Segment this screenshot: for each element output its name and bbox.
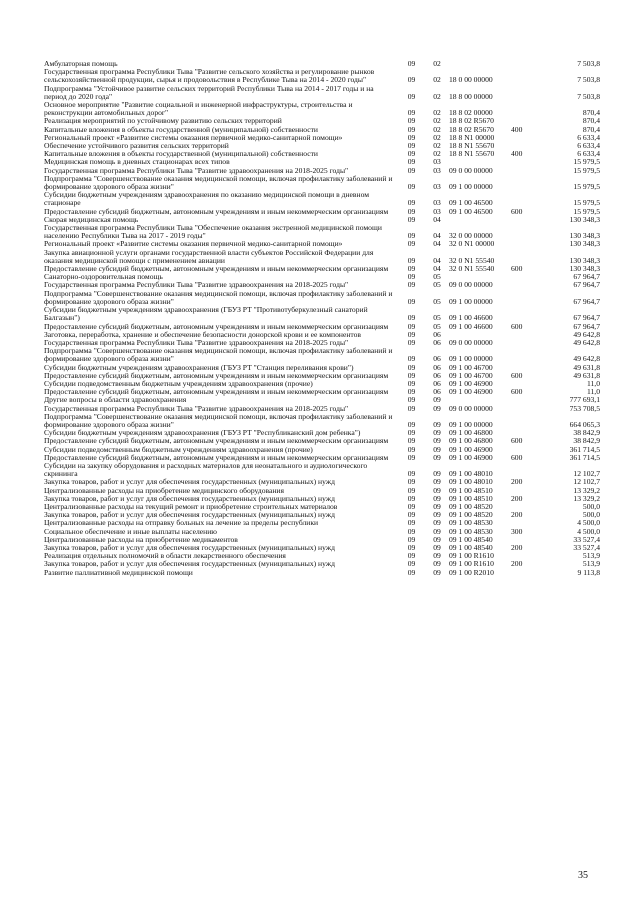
row-amount: 130 348,3 <box>569 239 600 249</box>
row-amount: 513,9 <box>582 551 600 561</box>
row-expense-type: 200 <box>511 510 523 520</box>
row-amount: 6 633,4 <box>577 132 600 142</box>
row-expense-type: 300 <box>511 526 523 536</box>
row-section: 09 <box>407 452 416 462</box>
row-expense-type: 200 <box>511 477 523 487</box>
row-section: 09 <box>407 436 416 446</box>
row-subsection: 03 <box>433 157 441 167</box>
row-name: Скорая медицинская помощь <box>44 214 139 224</box>
row-target-code: 09 1 00 00000 <box>449 354 493 364</box>
row-section: 09 <box>407 428 416 438</box>
row-section: 09 <box>407 165 416 175</box>
row-amount: 130 348,3 <box>569 231 600 241</box>
row-subsection: 06 <box>433 387 441 397</box>
row-name: Реализация отдельных полномочий в области лекарственного обеспечения <box>44 551 286 561</box>
row-name: Государственная программа Республики Тыва "Обеспечение оказания экстренной медицинской помощи населению Республики Тыва на 2017 - 2019 годы" <box>44 223 382 241</box>
row-amount: 15 979,5 <box>573 198 600 208</box>
row-expense-type: 600 <box>511 387 523 397</box>
row-subsection: 09 <box>433 477 441 487</box>
row-section: 09 <box>407 518 416 528</box>
row-target-code: 09 1 00 46700 <box>449 362 493 372</box>
table-row <box>44 347 600 363</box>
row-name: Социальное обеспечение и иные выплаты населению <box>44 526 217 536</box>
row-target-code: 32 0 00 00000 <box>449 231 493 241</box>
row-subsection: 09 <box>433 485 441 495</box>
row-section: 09 <box>407 255 416 265</box>
row-amount: 7 503,8 <box>577 59 600 68</box>
row-subsection: 09 <box>433 518 441 528</box>
table-row <box>44 462 600 478</box>
row-subsection: 03 <box>433 165 441 175</box>
row-amount: 130 348,3 <box>569 214 600 224</box>
row-section: 09 <box>407 132 416 142</box>
row-target-code: 32 0 N1 55540 <box>449 255 495 265</box>
row-amount: 513,9 <box>582 559 600 569</box>
row-name: Государственная программа Республики Тыва "Развитие здравоохранения на 2018-2025 годы" <box>44 337 349 347</box>
row-section: 09 <box>407 526 416 536</box>
row-section: 09 <box>407 141 416 151</box>
row-section: 09 <box>407 239 416 249</box>
row-name: Заготовка, переработка, хранение и обеспечение безопасности донорской крови и ее компонентов <box>44 329 361 339</box>
row-amount: 15 979,5 <box>573 206 600 216</box>
row-section: 09 <box>407 337 416 347</box>
row-amount: 67 964,7 <box>573 280 600 290</box>
row-section: 09 <box>407 296 416 306</box>
row-expense-type: 600 <box>511 321 523 331</box>
row-section: 09 <box>407 354 416 364</box>
row-expense-type: 400 <box>511 149 523 159</box>
row-target-code: 09 1 00 00000 <box>449 182 493 192</box>
row-amount: 870,4 <box>582 124 600 134</box>
row-target-code: 09 1 00 48540 <box>449 542 493 552</box>
row-name: Региональный проект «Развитие системы оказания первичной медико-санитарной помощи» <box>44 132 343 142</box>
row-section: 09 <box>407 91 416 101</box>
row-amount: 361 714,5 <box>569 444 600 454</box>
table-row <box>44 249 600 265</box>
row-section: 09 <box>407 419 416 429</box>
row-subsection: 05 <box>433 272 441 282</box>
row-section: 09 <box>407 444 416 454</box>
table-row <box>44 569 600 577</box>
row-amount: 4 500,0 <box>577 518 600 528</box>
row-section: 09 <box>407 198 416 208</box>
row-target-code: 09 1 00 48520 <box>449 501 493 511</box>
row-target-code: 09 1 00 R1610 <box>449 551 494 561</box>
row-amount: 6 633,4 <box>577 141 600 151</box>
row-section: 09 <box>407 149 416 159</box>
row-amount: 13 329,2 <box>573 485 600 495</box>
page-number: 35 <box>578 870 588 881</box>
row-name: Централизованные расходы на отправку больных на лечение за пределы республики <box>44 518 319 528</box>
row-section: 09 <box>407 362 416 372</box>
row-target-code: 09 1 00 46700 <box>449 370 493 380</box>
budget-table <box>44 60 600 577</box>
row-subsection: 03 <box>433 206 441 216</box>
row-section: 09 <box>407 124 416 134</box>
row-section: 09 <box>407 551 416 561</box>
row-name: Субсидии бюджетным учреждениям здравоохранения (ГБУЗ РТ "Республиканский дом ребенка") <box>44 428 361 438</box>
row-target-code: 32 0 N1 55540 <box>449 264 495 274</box>
row-section: 09 <box>407 329 416 339</box>
row-target-code: 09 1 00 46900 <box>449 452 493 462</box>
row-name: Государственная программа Республики Тыва "Развитие здравоохранения на 2018-2025 годы" <box>44 165 349 175</box>
row-target-code: 09 0 00 00000 <box>449 337 493 347</box>
row-section: 09 <box>407 157 416 167</box>
row-section: 09 <box>407 264 416 274</box>
row-subsection: 09 <box>433 428 441 438</box>
table-row <box>44 224 600 240</box>
row-amount: 33 527,4 <box>573 534 600 544</box>
row-section: 09 <box>407 214 416 224</box>
row-expense-type: 600 <box>511 206 523 216</box>
row-target-code: 18 8 02 00000 <box>449 108 493 118</box>
row-subsection: 02 <box>433 75 441 85</box>
row-name: Закупка авиационной услуги органами государственной власти субъектов Российской Федерации для оказания медицинской помощи с применением авиации <box>44 247 374 265</box>
row-target-code: 09 1 00 00000 <box>449 296 493 306</box>
row-subsection: 02 <box>433 124 441 134</box>
row-subsection: 06 <box>433 362 441 372</box>
row-target-code: 09 0 00 00000 <box>449 280 493 290</box>
row-section: 09 <box>407 108 416 118</box>
row-name: Капитальные вложения в объекты государственной (муниципальной) собственности <box>44 149 318 159</box>
row-amount: 38 842,9 <box>573 436 600 446</box>
row-target-code: 09 1 00 48510 <box>449 493 493 503</box>
row-target-code: 18 8 N1 00000 <box>449 132 495 142</box>
row-name: Подпрограмма "Совершенствование оказания медицинской помощи, включая профилактику заболеваний и формирование здорового образа жизни" <box>44 411 393 429</box>
row-expense-type: 600 <box>511 370 523 380</box>
row-subsection: 03 <box>433 182 441 192</box>
row-section: 09 <box>407 485 416 495</box>
row-name: Предоставление субсидий бюджетным, автономным учреждениям и иным некоммерческим организациям <box>44 321 389 331</box>
row-amount: 33 527,4 <box>573 542 600 552</box>
row-subsection: 09 <box>433 501 441 511</box>
row-name: Подпрограмма "Совершенствование оказания медицинской помощи, включая профилактику заболеваний и формирование здорового образа жизни" <box>44 346 393 364</box>
row-target-code: 09 1 00 48530 <box>449 518 493 528</box>
row-target-code: 09 1 00 R2010 <box>449 567 494 577</box>
row-expense-type: 200 <box>511 542 523 552</box>
row-amount: 777 693,1 <box>569 395 600 405</box>
row-amount: 7 503,8 <box>577 91 600 101</box>
row-amount: 15 979,5 <box>573 157 600 167</box>
row-name: Закупка товаров, работ и услуг для обеспечения государственных (муниципальных) нужд <box>44 542 335 552</box>
row-subsection: 02 <box>433 108 441 118</box>
row-subsection: 04 <box>433 239 441 249</box>
row-target-code: 09 1 00 46500 <box>449 198 493 208</box>
row-target-code: 09 0 00 00000 <box>449 403 493 413</box>
row-target-code: 09 0 00 00000 <box>449 165 493 175</box>
row-target-code: 18 8 00 00000 <box>449 91 493 101</box>
row-subsection: 02 <box>433 59 441 68</box>
row-amount: 49 642,8 <box>573 354 600 364</box>
row-section: 09 <box>407 403 416 413</box>
row-amount: 870,4 <box>582 116 600 126</box>
row-subsection: 02 <box>433 149 441 159</box>
row-name: Региональный проект «Развитие системы оказания первичной медико-санитарной помощи» <box>44 239 343 249</box>
row-amount: 12 102,7 <box>573 477 600 487</box>
row-section: 09 <box>407 75 416 85</box>
row-subsection: 09 <box>433 403 441 413</box>
row-subsection: 09 <box>433 534 441 544</box>
row-subsection: 04 <box>433 264 441 274</box>
row-subsection: 05 <box>433 321 441 331</box>
row-section: 09 <box>407 272 416 282</box>
row-section: 09 <box>407 231 416 241</box>
table-row <box>44 101 600 117</box>
row-name: Закупка товаров, работ и услуг для обеспечения государственных (муниципальных) нужд <box>44 477 335 487</box>
row-amount: 6 633,4 <box>577 149 600 159</box>
row-section: 09 <box>407 206 416 216</box>
row-subsection: 05 <box>433 313 441 323</box>
row-amount: 9 113,8 <box>577 567 600 577</box>
row-name: Подпрограмма "Устойчивое развитие сельских территорий Республики Тыва на 2014 - 2017 годы и на период до 2020 года" <box>44 83 374 101</box>
row-amount: 67 964,7 <box>573 272 600 282</box>
row-subsection: 06 <box>433 370 441 380</box>
row-subsection: 02 <box>433 91 441 101</box>
row-section: 09 <box>407 510 416 520</box>
row-target-code: 18 8 02 R5670 <box>449 116 494 126</box>
row-subsection: 05 <box>433 296 441 306</box>
row-target-code: 09 1 00 46600 <box>449 313 493 323</box>
row-target-code: 09 1 00 46900 <box>449 444 493 454</box>
row-subsection: 09 <box>433 436 441 446</box>
row-name: Закупка товаров, работ и услуг для обеспечения государственных (муниципальных) нужд <box>44 510 335 520</box>
row-subsection: 09 <box>433 551 441 561</box>
row-subsection: 06 <box>433 337 441 347</box>
row-name: Подпрограмма "Совершенствование оказания медицинской помощи, включая профилактику заболеваний и формирование здорового образа жизни" <box>44 288 393 306</box>
row-subsection: 09 <box>433 542 441 552</box>
row-target-code: 09 1 00 46900 <box>449 387 493 397</box>
row-section: 09 <box>407 378 416 388</box>
row-target-code: 09 1 00 48010 <box>449 477 493 487</box>
row-amount: 15 979,5 <box>573 165 600 175</box>
row-target-code: 09 1 00 R1610 <box>449 559 494 569</box>
row-name: Реализация мероприятий по устойчивому развитию сельских территорий <box>44 116 282 126</box>
row-target-code: 09 1 00 48510 <box>449 485 493 495</box>
row-subsection: 04 <box>433 255 441 265</box>
row-target-code: 09 1 00 48520 <box>449 510 493 520</box>
row-target-code: 09 1 00 00000 <box>449 419 493 429</box>
row-target-code: 09 1 00 48010 <box>449 469 493 479</box>
row-expense-type: 600 <box>511 264 523 274</box>
row-target-code: 09 1 00 46500 <box>449 206 493 216</box>
row-section: 09 <box>407 387 416 397</box>
row-target-code: 09 1 00 46600 <box>449 321 493 331</box>
row-name: Закупка товаров, работ и услуг для обеспечения государственных (муниципальных) нужд <box>44 493 335 503</box>
row-name: Субсидии бюджетным учреждениям здравоохранения (ГБУЗ РТ "Станция переливания крови") <box>44 362 354 372</box>
row-name: Другие вопросы в области здравоохранения <box>44 395 187 405</box>
row-section: 09 <box>407 469 416 479</box>
row-name: Субсидии бюджетным учреждениям здравоохранения по оказанию медицинской помощи в дневном стационаре <box>44 190 370 208</box>
row-subsection: 02 <box>433 116 441 126</box>
row-amount: 12 102,7 <box>573 469 600 479</box>
row-section: 09 <box>407 182 416 192</box>
row-name: Предоставление субсидий бюджетным, автономным учреждениям и иным некоммерческим организациям <box>44 264 389 274</box>
row-target-code: 09 1 00 48530 <box>449 526 493 536</box>
row-subsection: 09 <box>433 395 441 405</box>
row-amount: 49 642,8 <box>573 337 600 347</box>
row-amount: 753 708,5 <box>569 403 600 413</box>
row-target-code: 32 0 N1 00000 <box>449 239 495 249</box>
row-amount: 11,0 <box>586 378 600 388</box>
row-target-code: 09 1 00 46900 <box>449 378 493 388</box>
row-amount: 15 979,5 <box>573 182 600 192</box>
row-amount: 49 642,8 <box>573 329 600 339</box>
row-section: 09 <box>407 321 416 331</box>
row-section: 09 <box>407 477 416 487</box>
row-subsection: 09 <box>433 567 441 577</box>
table-row <box>44 306 600 322</box>
row-target-code: 18 8 02 R5670 <box>449 124 494 134</box>
row-amount: 130 348,3 <box>569 264 600 274</box>
row-expense-type: 400 <box>511 124 523 134</box>
row-name: Государственная программа Республики Тыва "Развитие здравоохранения на 2018-2025 годы" <box>44 403 349 413</box>
row-subsection: 06 <box>433 378 441 388</box>
row-subsection: 09 <box>433 493 441 503</box>
row-target-code: 18 0 00 00000 <box>449 75 493 85</box>
row-amount: 500,0 <box>582 510 600 520</box>
row-target-code: 18 8 N1 55670 <box>449 149 495 159</box>
row-subsection: 09 <box>433 526 441 536</box>
row-subsection: 09 <box>433 419 441 429</box>
row-target-code: 18 8 N1 55670 <box>449 141 495 151</box>
row-subsection: 02 <box>433 132 441 142</box>
row-subsection: 09 <box>433 452 441 462</box>
row-target-code: 09 1 00 46800 <box>449 436 493 446</box>
table-row <box>44 191 600 207</box>
row-name: Амбулаторная помощь <box>44 59 118 68</box>
row-amount: 130 348,3 <box>569 255 600 265</box>
row-subsection: 05 <box>433 280 441 290</box>
row-subsection: 03 <box>433 198 441 208</box>
row-name: Предоставление субсидий бюджетным, автономным учреждениям и иным некоммерческим организациям <box>44 387 389 397</box>
row-amount: 7 503,8 <box>577 75 600 85</box>
row-subsection: 06 <box>433 354 441 364</box>
row-amount: 870,4 <box>582 108 600 118</box>
row-name: Субсидии на закупку оборудования и расходных материалов для неонатального и аудиологического скрининга <box>44 460 368 479</box>
row-name: Подпрограмма "Совершенствование оказания медицинской помощи, включая профилактику заболеваний и формирование здорового образа жизни" <box>44 173 393 192</box>
row-section: 09 <box>407 280 416 290</box>
row-amount: 11,0 <box>586 387 600 397</box>
row-section: 09 <box>407 559 416 569</box>
row-amount: 49 631,8 <box>573 362 600 372</box>
row-section: 09 <box>407 534 416 544</box>
row-amount: 4 500,0 <box>577 526 600 536</box>
row-amount: 361 714,5 <box>569 452 600 462</box>
row-expense-type: 200 <box>511 493 523 503</box>
row-name: Развитие паллиативной медицинской помощи <box>44 567 193 577</box>
row-name: Предоставление субсидий бюджетным, автономным учреждениям и иным некоммерческим организациям <box>44 370 389 380</box>
row-amount: 67 964,7 <box>573 321 600 331</box>
row-subsection: 02 <box>433 141 441 151</box>
row-name: Медицинская помощь в дневных стационарах всех типов <box>44 157 230 167</box>
row-section: 09 <box>407 542 416 552</box>
row-name: Централизованные расходы на текущий ремонт и приобретение строительных материалов <box>44 501 338 511</box>
row-subsection: 09 <box>433 510 441 520</box>
row-name: Субсидии подведомственным бюджетным учреждениям здравоохранения (прочие) <box>44 444 313 454</box>
row-name: Государственная программа Республики Тыва "Развитие сельского хозяйства и регулирование рынков сельскохозяйственной продукции, сырья и продовольствия в Республике Тыва на 2014 - 2020 годы" <box>44 67 375 85</box>
row-section: 09 <box>407 567 416 577</box>
row-amount: 67 964,7 <box>573 313 600 323</box>
row-name: Предоставление субсидий бюджетным, автономным учреждениям и иным некоммерческим организациям <box>44 452 389 462</box>
table-row <box>44 68 600 84</box>
row-name: Закупка товаров, работ и услуг для обеспечения государственных (муниципальных) нужд <box>44 559 335 569</box>
row-name: Санаторно-оздоровительная помощь <box>44 272 163 282</box>
row-section: 09 <box>407 395 416 405</box>
row-expense-type: 600 <box>511 452 523 462</box>
row-section: 09 <box>407 116 416 126</box>
row-target-code: 09 1 00 48540 <box>449 534 493 544</box>
row-name: Предоставление субсидий бюджетным, автономным учреждениям и иным некоммерческим организациям <box>44 206 389 216</box>
row-subsection: 09 <box>433 559 441 569</box>
table-row <box>44 413 600 429</box>
row-amount: 664 065,3 <box>569 419 600 429</box>
row-subsection: 04 <box>433 214 441 224</box>
row-subsection: 04 <box>433 231 441 241</box>
table-row <box>44 175 600 191</box>
row-name: Предоставление субсидий бюджетным, автономным учреждениям и иным некоммерческим организациям <box>44 436 389 446</box>
row-subsection: 06 <box>433 329 441 339</box>
row-expense-type: 600 <box>511 436 523 446</box>
row-name: Субсидии бюджетным учреждениям здравоохранения (ГБУЗ РТ "Противотуберкулезный санаторий Балгазын") <box>44 305 368 323</box>
row-amount: 67 964,7 <box>573 296 600 306</box>
row-name: Основное мероприятие "Развитие социальной и инженерной инфраструктуры, строительства и реконструкции автомобильных дорог" <box>44 100 353 118</box>
row-subsection: 09 <box>433 444 441 454</box>
row-section: 09 <box>407 493 416 503</box>
row-amount: 13 329,2 <box>573 493 600 503</box>
row-name: Централизованные расходы на приобретение медицинского оборудования <box>44 485 284 495</box>
row-section: 09 <box>407 313 416 323</box>
row-subsection: 09 <box>433 469 441 479</box>
row-name: Обеспечение устойчивого развития сельских территорий <box>44 141 229 151</box>
row-amount: 38 842,9 <box>573 428 600 438</box>
table-row <box>44 85 600 101</box>
row-target-code: 09 1 00 46800 <box>449 428 493 438</box>
table-row <box>44 290 600 306</box>
row-name: Государственная программа Республики Тыва "Развитие здравоохранения на 2018-2025 годы" <box>44 280 349 290</box>
row-section: 09 <box>407 59 416 68</box>
row-amount: 500,0 <box>582 501 600 511</box>
row-expense-type: 200 <box>511 559 523 569</box>
row-amount: 49 631,8 <box>573 370 600 380</box>
row-section: 09 <box>407 370 416 380</box>
row-name: Субсидии подведомственным бюджетным учреждениям здравоохранения (прочие) <box>44 378 313 388</box>
row-name: Централизованные расходы на приобретение медикаментов <box>44 534 238 544</box>
row-name: Капитальные вложения в объекты государственной (муниципальной) собственности <box>44 124 318 134</box>
row-section: 09 <box>407 501 416 511</box>
